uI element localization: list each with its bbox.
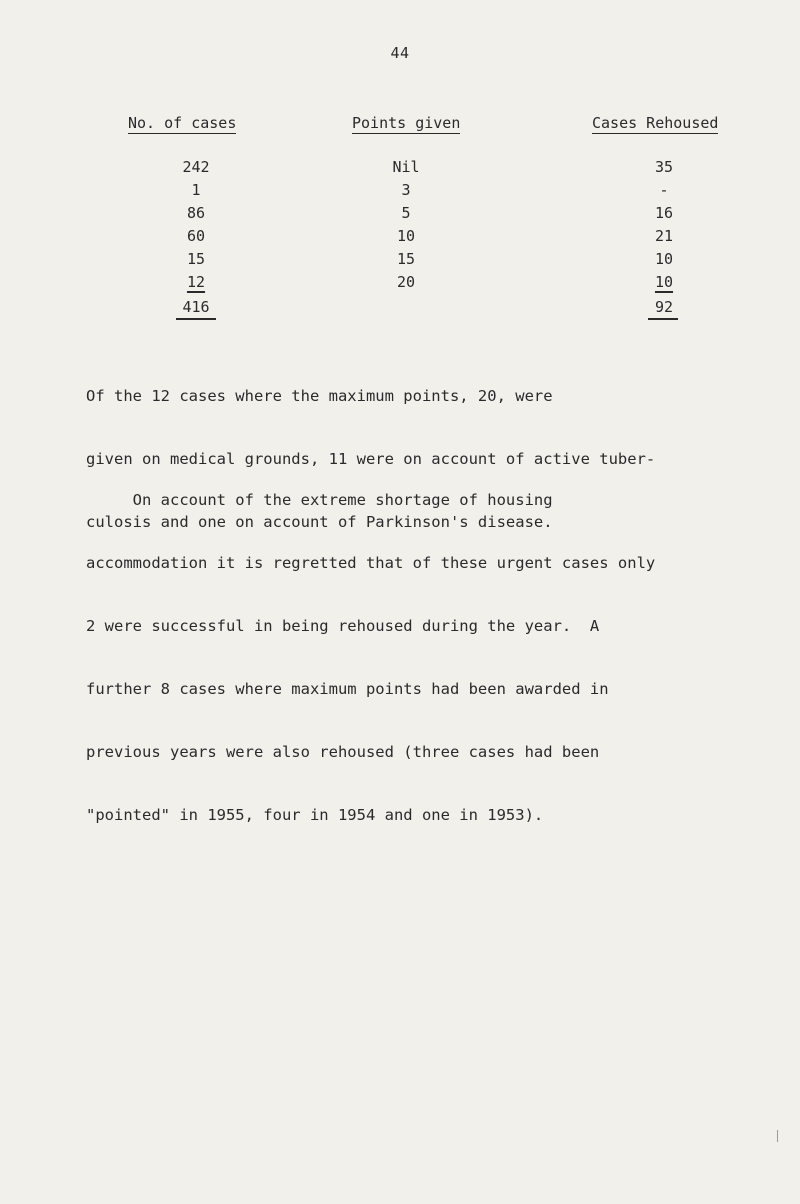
paragraph-housing-shortage (86, 448, 766, 868)
total-underline (648, 318, 678, 320)
table-cell-rehoused: 35 (654, 158, 674, 176)
total-cases: 416 (182, 298, 210, 316)
page-number: 44 (390, 44, 410, 62)
table-cell-cases: 12 (186, 273, 206, 291)
table-cell-rehoused: - (659, 181, 669, 199)
total-rehoused: 92 (654, 298, 674, 316)
table-cell-rehoused: 16 (654, 204, 674, 222)
paragraph-line: further 8 cases where maximum points had been awarded in (86, 680, 609, 698)
table-cell-points: 15 (396, 250, 416, 268)
table-cell-cases: 86 (186, 204, 206, 222)
table-cell-rehoused: 10 (654, 273, 674, 291)
table-cell-points: 5 (401, 204, 411, 222)
page-edge-mark (777, 1130, 778, 1142)
paragraph-line: "pointed" in 1955, four in 1954 and one in 1953). (86, 806, 544, 824)
table-cell-cases: 15 (186, 250, 206, 268)
table-cell-points: 3 (401, 181, 411, 199)
paragraph-line: given on medical grounds, 11 were on account of active tuber- (86, 450, 656, 468)
paragraph-line: 2 were successful in being rehoused during the year. A (86, 617, 600, 635)
column-header-cases-rehoused: Cases Rehoused (592, 114, 719, 132)
paragraph-line: accommodation it is regretted that of these urgent cases only (86, 554, 656, 572)
table-cell-cases: 60 (186, 227, 206, 245)
paragraph-line: Of the 12 cases where the maximum points, 20, were (86, 387, 553, 405)
table-cell-points: 20 (396, 273, 416, 291)
paragraph-line: previous years were also rehoused (three cases had been (86, 743, 600, 761)
table-cell-points: 10 (396, 227, 416, 245)
table-cell-cases: 242 (182, 158, 210, 176)
paragraph-line: On account of the extreme shortage of housing (86, 491, 553, 509)
table-cell-points: Nil (392, 158, 420, 176)
table-cell-rehoused: 21 (654, 227, 674, 245)
table-cell-cases: 1 (191, 181, 201, 199)
paragraph-line: culosis and one on account of Parkinson's disease. (86, 513, 553, 531)
column-header-no-of-cases: No. of cases (128, 114, 237, 132)
total-underline (176, 318, 216, 320)
table-cell-rehoused: 10 (654, 250, 674, 268)
column-header-points-given: Points given (352, 114, 461, 132)
